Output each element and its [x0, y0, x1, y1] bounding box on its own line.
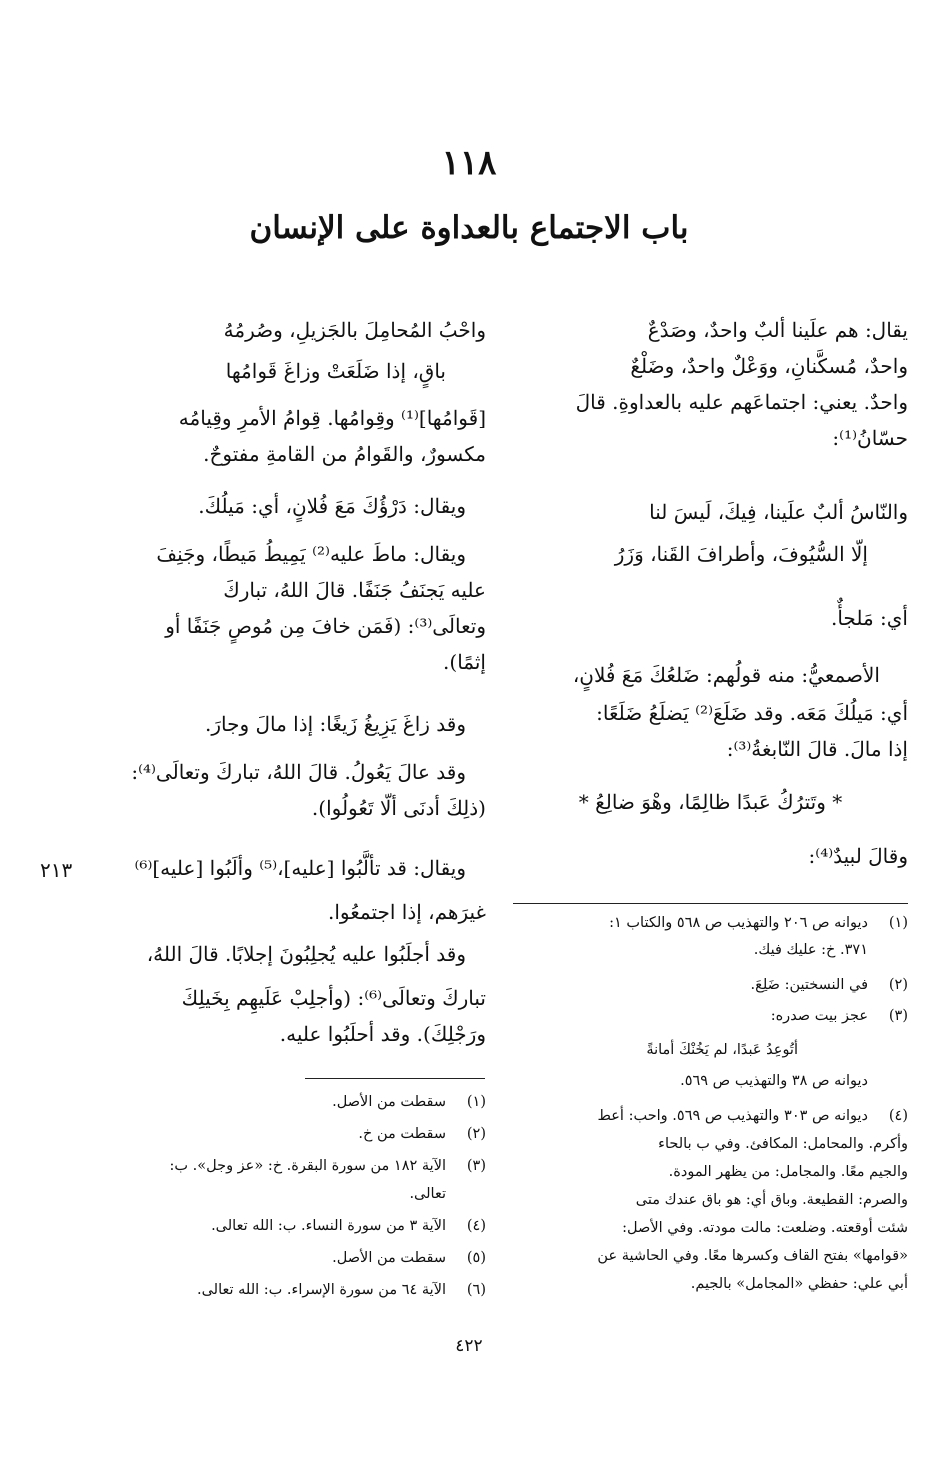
chapter-number: ١١٨: [441, 143, 497, 183]
footnote-text: «قوامها» بفتح القاف وكسرها معًا. وفي الحاشية عن: [597, 1248, 908, 1264]
footnote-text: أبي علي: حفظي «المجامل» بالجيم.: [690, 1276, 908, 1292]
footnote-text: سقطت من خ.: [358, 1126, 446, 1142]
verse-line: واحْبُ المُحامِلَ بالجَزيلِ، وصُرمُهُ: [223, 318, 486, 342]
text-line: وقالَ لبيدٌ⁽⁴⁾:: [808, 844, 908, 868]
footnote-number: (١): [466, 1094, 486, 1110]
footnote-text: ٣٧١. خ: عليك فيك.: [753, 942, 868, 958]
text-line: ورَجْلِكَ). وقد أحلَبُوا عليه.: [279, 1022, 486, 1046]
text-line: الأصمعيُّ: منه قولُهم: ضَلعُكَ مَعَ فُلانٍ،: [572, 663, 880, 687]
margin-page-reference: ٢١٣: [40, 858, 73, 882]
footnote-text: تعالى.: [409, 1186, 446, 1202]
text-line: يقال: هم علَينا ألبٌ واحدٌ، وصَدْعٌ: [647, 318, 908, 342]
footnote-text: ديوانه ص ٣٠٣ والتهذيب ص ٥٦٩. واحب: أعط: [597, 1108, 868, 1124]
footnote-text: في النسختين: ضَلِعَ.: [750, 977, 868, 993]
verse-line: باقٍ، إذا ضَلَعَتْ وزاغَ قَوامُها: [225, 359, 446, 383]
footnote-text: ديوانه ص ٢٠٦ والتهذيب ص ٥٦٨ والكتاب ١:: [609, 915, 868, 931]
text-line: أي: مَيلُكَ مَعَه. وقد ضَلَعَ⁽²⁾ يَضلَعُ ضَلَعًا:: [596, 701, 908, 725]
text-line: وقد زاغَ يَزِيغُ زَيغًا: إذا مالَ وجارَ.: [204, 712, 466, 736]
text-line: أي: مَلجأٌ.: [830, 606, 908, 630]
text-line: غيرَهم، إذا اجتمعُوا.: [328, 900, 486, 924]
verse-line: والنّاسُ ألبٌ علَينا، فِيكَ، لَيسَ لنا: [649, 500, 908, 524]
text-line: (ذلِكَ أدنَى ألّا تَعُولُوا).: [311, 796, 486, 820]
footnote-text: سقطت من الأصل.: [332, 1250, 446, 1266]
footnote-text: والجيم معًا. والمجامل: من يظهر المودة.: [668, 1164, 908, 1180]
footnote-verse: أتُوعِدُ عَبدًا، لم يَخُنْكَ أمانةً: [646, 1042, 798, 1058]
footnote-text: شئت أوقعته. وضلعت: مالت مودته. وفي الأصل:: [622, 1220, 908, 1236]
footnote-number: (٤): [888, 1108, 908, 1124]
text-line: إذا مالَ. قالَ النّابغةُ⁽³⁾:: [726, 737, 908, 761]
text-line: وقد أجلَبُوا عليه يُجلِبُونَ إجلابًا. قالَ اللهُ،: [146, 942, 466, 966]
footnote-number: (٢): [466, 1126, 486, 1142]
footnote-number: (٤): [466, 1218, 486, 1234]
footnote-text: سقطت من الأصل.: [332, 1094, 446, 1110]
footnote-text: الآية ٣ من سورة النساء. ب: الله تعالى.: [211, 1218, 446, 1234]
text-line: مكسورٌ، والقَوامُ من القامةِ مفتوحٌ.: [203, 442, 486, 466]
footnote-number: (٣): [466, 1158, 486, 1174]
chapter-title: باب الاجتماع بالعداوة على الإنسان: [249, 210, 689, 246]
text-line: [قَوامُها]⁽¹⁾ وقِوامُها. قِوامُ الأمرِ وقِيامُه: [178, 406, 486, 430]
footnote-number: (١): [888, 915, 908, 931]
text-line: ويقال: دَرْؤُكَ مَعَ فُلانٍ، أي: مَيلُكَ.: [198, 494, 466, 518]
text-line: واحدٌ، مُسكَّنانِ، ووَعْلٌ واحدٌ، وضَلْعٌ: [630, 354, 908, 378]
text-line: إثمًا).: [443, 650, 486, 674]
footnote-number: (٦): [466, 1282, 486, 1298]
footnote-text: ديوانه ص ٣٨ والتهذيب ص ٥٦٩.: [680, 1073, 868, 1089]
footnote-separator: [513, 903, 908, 904]
verse-line: إلّا السُّيُوفَ، وأطرافَ القَنا، وَزَرُ: [614, 542, 868, 566]
text-line: ويقال: قد تألَّبُوا [عليه]،⁽⁵⁾ وألَبُوا [عليه]⁽⁶⁾: [134, 856, 466, 880]
footnote-number: (٢): [888, 977, 908, 993]
text-line: وتعالَى⁽³⁾: (فَمَن خافَ مِن مُوصٍ جَنَفًا أو: [165, 614, 486, 638]
footnote-text: الآية ١٨٢ من سورة البقرة. خ: «عز وجل». ب:: [169, 1158, 446, 1174]
text-line: تباركَ وتعالَى⁽⁶⁾: (وأجلِبْ عَلَيهِم بِخَيلِكَ: [181, 986, 486, 1010]
footnote-separator: [305, 1078, 485, 1079]
text-line: واحدٌ. يعني: اجتماعَهم عليه بالعداوةِ. قالَ: [575, 390, 908, 414]
text-line: ويقال: ماطَ عليه⁽²⁾ يَمِيطُ مَيطًا، وجَنِفَ: [156, 542, 466, 566]
footnote-number: (٣): [888, 1008, 908, 1024]
footnote-text: الآية ٦٤ من سورة الإسراء. ب: الله تعالى.: [196, 1282, 446, 1298]
footnote-text: وأكرم. والمحامل: المكافئ. وفي ب بالحاء: [658, 1136, 908, 1152]
verse-line: * وتَترُكُ عَبدًا ظالِمًا، وهْوَ ضالِعُ *: [578, 790, 843, 814]
left-column: [46, 0, 486, 1476]
footnote-text: عجز بيت صدره:: [770, 1008, 868, 1024]
text-line: حسّانُ⁽¹⁾:: [832, 426, 908, 450]
page-number: ٤٢٢: [455, 1336, 483, 1356]
footnote-number: (٥): [466, 1250, 486, 1266]
footnote-text: والصرم: القطيعة. وباق أي: هو باق عندك متى: [635, 1192, 908, 1208]
text-line: عليه يَجنَفُ جَنَفًا. قالَ اللهُ، تباركَ: [223, 578, 486, 602]
text-line: وقد عالَ يَعُولُ. قالَ اللهُ، تباركَ وتعالَى⁽⁴⁾:: [131, 760, 466, 784]
right-column: [513, 0, 908, 1476]
